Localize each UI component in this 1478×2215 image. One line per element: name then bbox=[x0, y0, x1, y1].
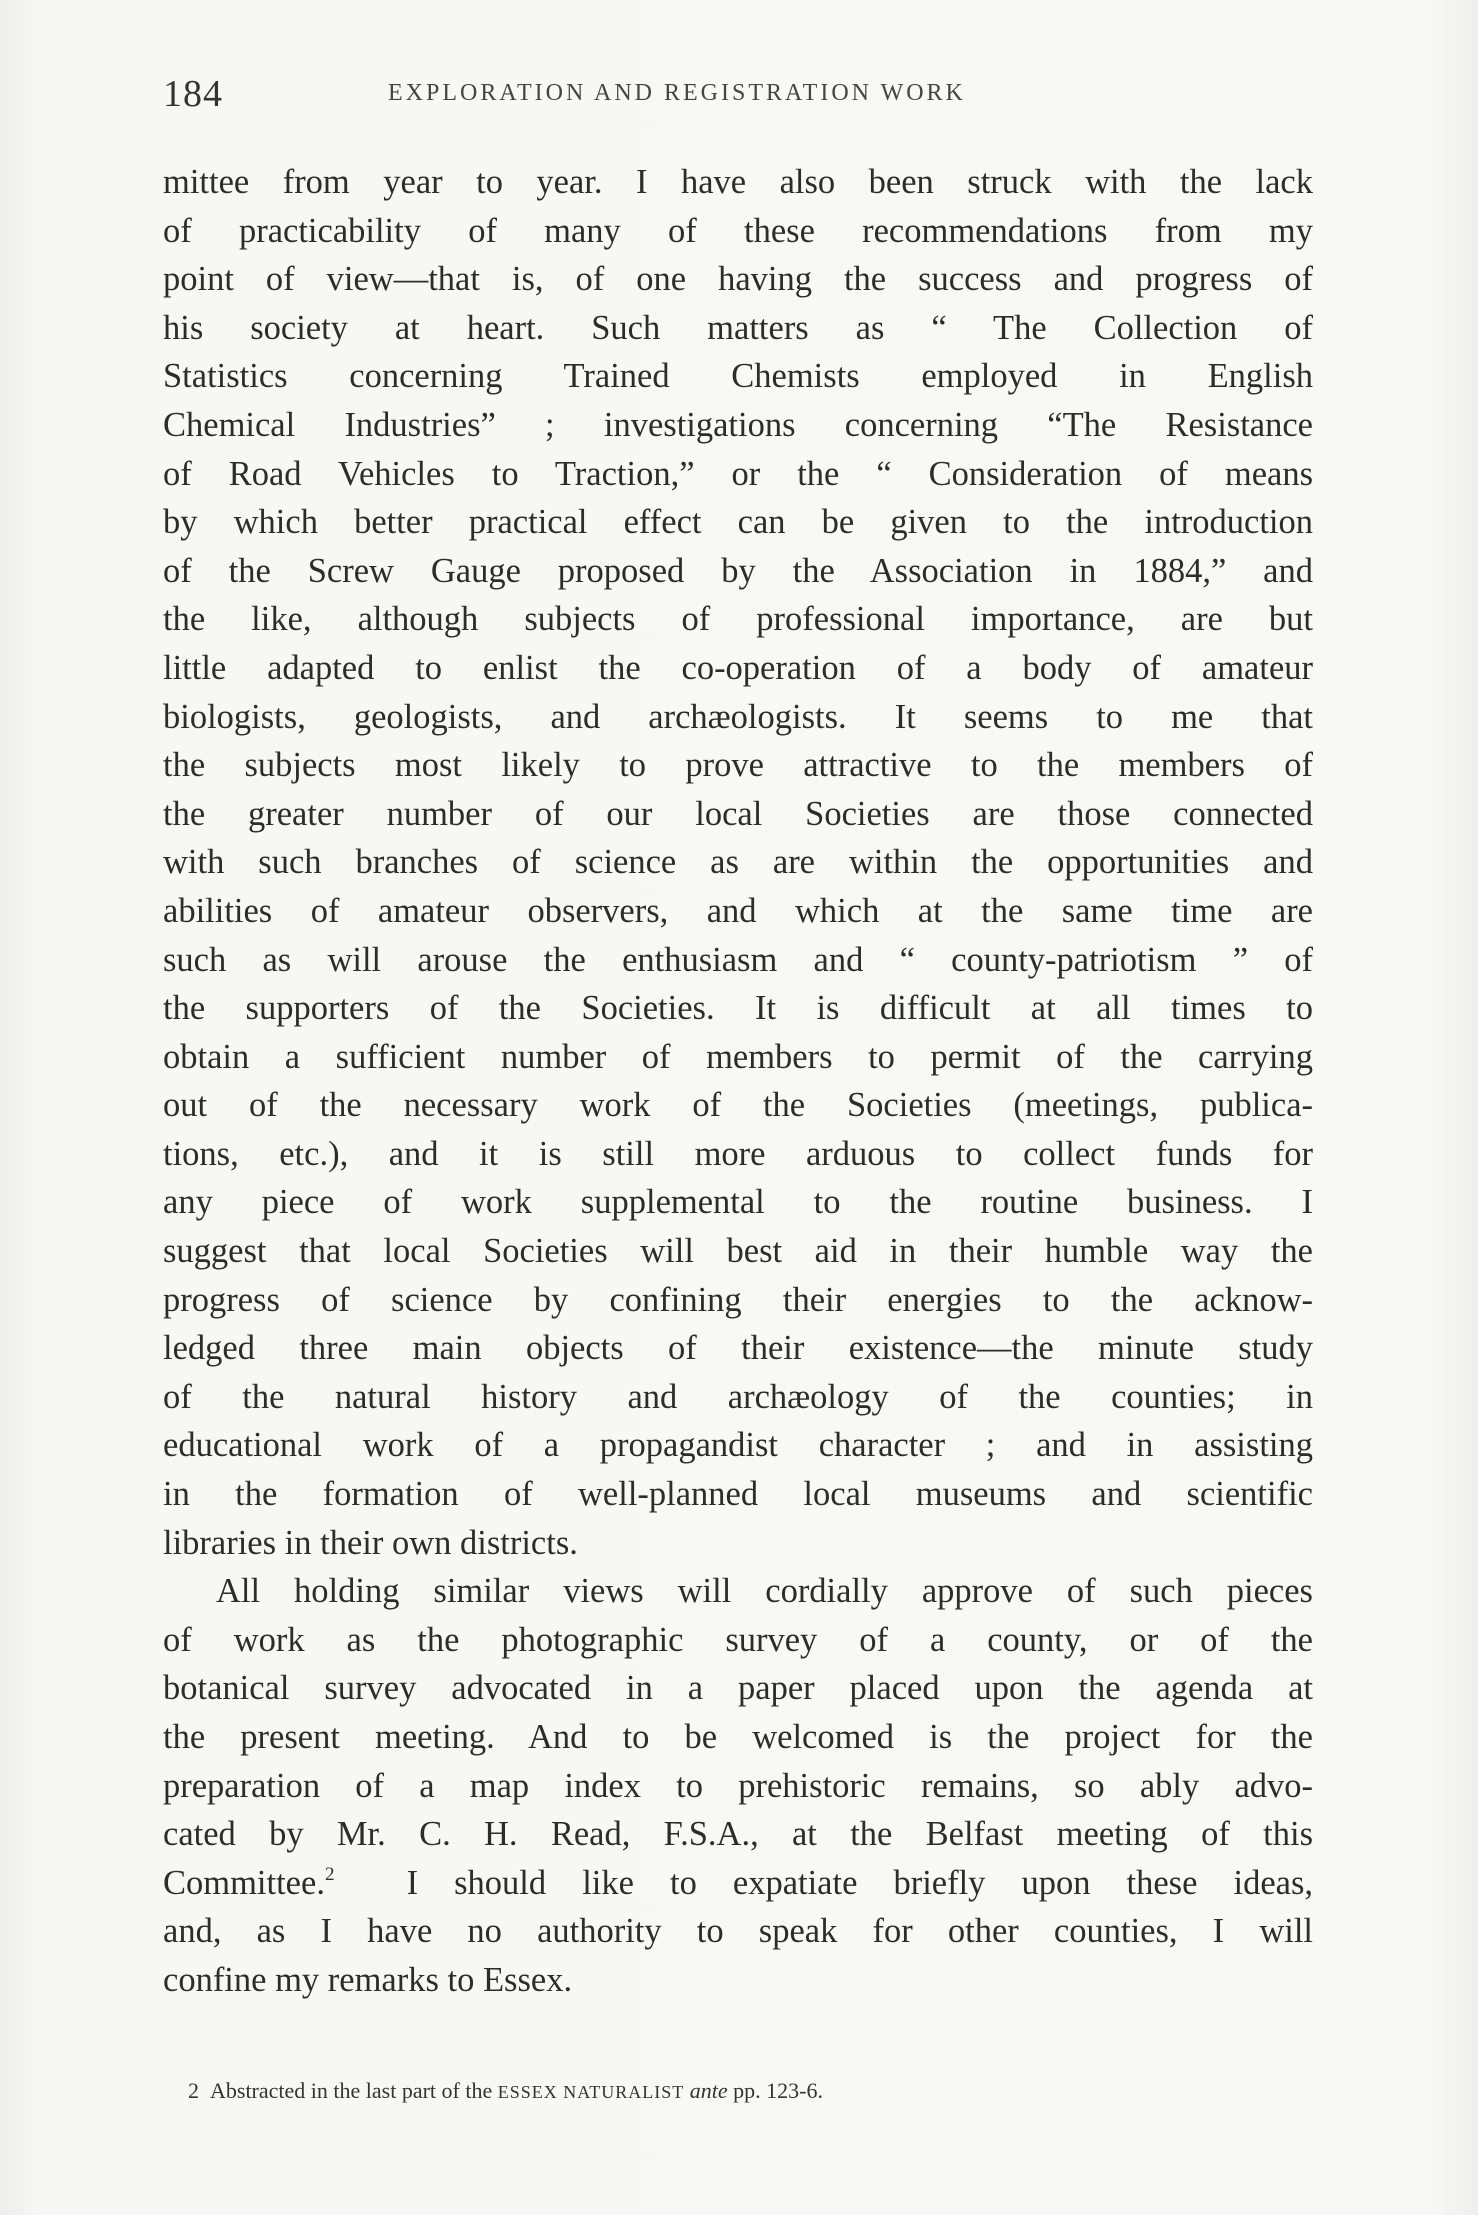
text-line: of work as the photographic survey of a county, or of the bbox=[163, 1620, 1313, 1659]
text-line: the subjects most likely to prove attractive to the members of bbox=[163, 746, 1313, 785]
text-run: I should like to expatiate briefly upon these ideas, bbox=[334, 1863, 1313, 1902]
text-line: botanical survey advocated in a paper placed upon the agenda at bbox=[163, 1669, 1313, 1708]
text-line: the greater number of our local Societies are those connected bbox=[163, 794, 1313, 833]
text-line: of practicability of many of these recommendations from my bbox=[163, 211, 1313, 250]
text-line: ledged three main objects of their existence—the minute study bbox=[163, 1329, 1313, 1368]
text-line: and, as I have no authority to speak for other counties, I will bbox=[163, 1912, 1313, 1951]
text-line: All holding similar views will cordially approve of such pieces bbox=[216, 1572, 1313, 1611]
text-line: biologists, geologists, and archæologists. It seems to me that bbox=[163, 697, 1313, 736]
text-line: preparation of a map index to prehistoric remains, so ably advo- bbox=[163, 1766, 1313, 1805]
text-line: with such branches of science as are within the opportunities and bbox=[163, 843, 1313, 882]
text-line: by which better practical effect can be given to the introduction bbox=[163, 503, 1313, 542]
text-line: such as will arouse the enthusiasm and “ county-patriotism ” of bbox=[163, 940, 1313, 979]
journal-name-second: NATURALIST bbox=[563, 2082, 685, 2102]
footnote-pages: pp. 123-6. bbox=[733, 2078, 823, 2103]
body-text bbox=[163, 158, 1313, 2005]
page-number: 184 bbox=[163, 73, 223, 115]
text-line bbox=[163, 1859, 1313, 1908]
text-line: progress of science by confining their energies to the acknow- bbox=[163, 1280, 1313, 1319]
footnote bbox=[188, 2078, 1188, 2104]
text-line: little adapted to enlist the co-operation of a body of amateur bbox=[163, 648, 1313, 687]
text-line: of the natural history and archæology of the counties; in bbox=[163, 1377, 1313, 1416]
text-line: the supporters of the Societies. It is difficult at all times to bbox=[163, 989, 1313, 1028]
paragraph-1 bbox=[163, 158, 1313, 1567]
text-line: out of the necessary work of the Societies (meetings, publica- bbox=[163, 1086, 1313, 1125]
text-line: point of view—that is, of one having the success and progress of bbox=[163, 260, 1313, 299]
text-line: of Road Vehicles to Traction,” or the “ Consideration of means bbox=[163, 454, 1313, 493]
paragraph-2 bbox=[163, 1567, 1313, 2004]
text-line: his society at heart. Such matters as “ The Collection of bbox=[163, 308, 1313, 347]
text-line: the like, although subjects of professional importance, are but bbox=[163, 600, 1313, 639]
text-line: Statistics concerning Trained Chemists employed in English bbox=[163, 357, 1313, 396]
text-line: the present meeting. And to be welcomed is the project for the bbox=[163, 1718, 1313, 1756]
text-line: cated by Mr. C. H. Read, F.S.A., at the Belfast meeting of this bbox=[163, 1815, 1313, 1854]
footnote-marker: 2 bbox=[188, 2078, 199, 2103]
text-line: in the formation of well-planned local museums and scientific bbox=[163, 1475, 1313, 1514]
text-line: confine my remarks to Essex. bbox=[163, 1960, 573, 1999]
footnote-reference: 2 bbox=[324, 1863, 335, 1885]
text-line: suggest that local Societies will best aid in their humble way the bbox=[163, 1232, 1313, 1271]
text-line: mittee from year to year. I have also been struck with the lack bbox=[163, 163, 1313, 201]
text-line: abilities of amateur observers, and which at the same time are bbox=[163, 891, 1313, 930]
page-header bbox=[163, 72, 1313, 120]
text-run: Committee. bbox=[163, 1863, 325, 1902]
footnote-text: Abstracted in the last part of the bbox=[210, 2078, 498, 2103]
text-line: Chemical Industries” ; investigations concerning “The Resistance bbox=[163, 405, 1313, 444]
running-head: EXPLORATION AND REGISTRATION WORK bbox=[388, 80, 966, 106]
footnote-ante: ante bbox=[689, 2078, 728, 2103]
text-line: any piece of work supplemental to the routine business. I bbox=[163, 1183, 1313, 1222]
journal-name-first: ESSEX bbox=[497, 2082, 558, 2102]
text-line: tions, etc.), and it is still more arduous to collect funds for bbox=[163, 1134, 1313, 1173]
text-line: of the Screw Gauge proposed by the Association in 1884,” and bbox=[163, 551, 1313, 590]
text-line: libraries in their own districts. bbox=[163, 1523, 578, 1562]
text-line: educational work of a propagandist character ; and in assisting bbox=[163, 1426, 1313, 1465]
text-line: obtain a sufficient number of members to permit of the carrying bbox=[163, 1037, 1313, 1076]
